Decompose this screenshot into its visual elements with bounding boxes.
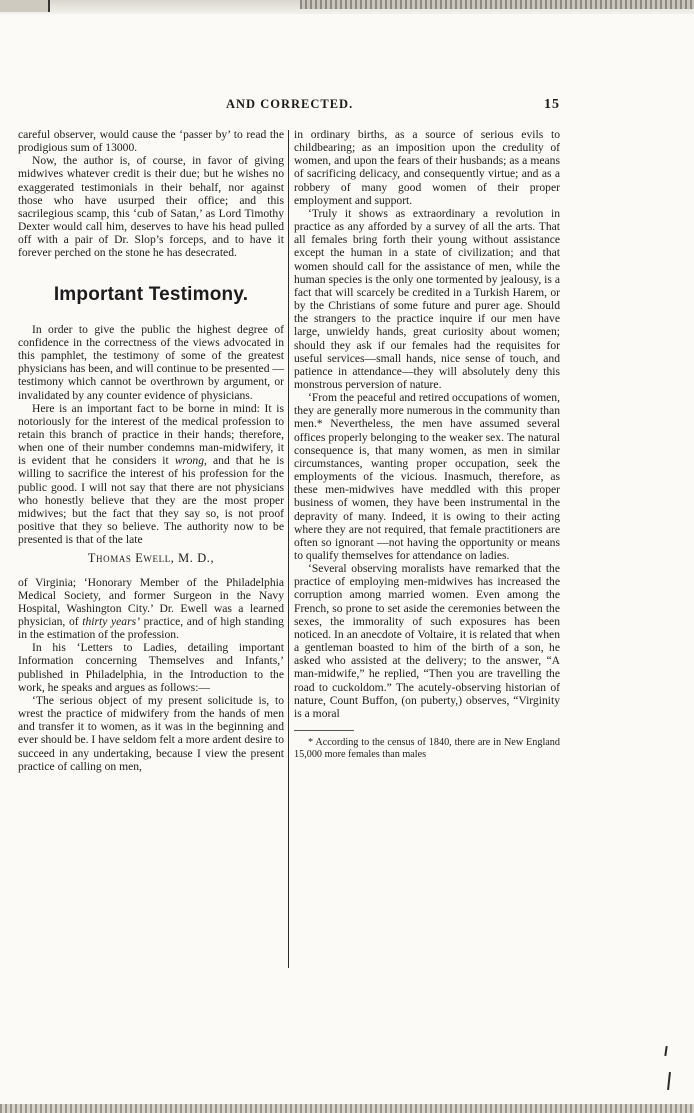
left-paragraph-7: ‘The serious object of my present solicitude is, to wrest the practice of midwifery from the hands of men and transfer it to women, as it was in the beginning and ever should be. I have seldom felt a more ardent desire to succeed in any undertaking, because I view the present practice of calling on men,	[18, 693, 284, 773]
page-number: 15	[544, 97, 560, 112]
left-paragraph-5	[18, 576, 284, 642]
right-paragraph-3: ‘From the peaceful and retired occupations of women, they are generally more numerous in the community than men.* Nevertheless, the men have assumed several offices properly belonging to the weaker sex. The natural consequence is, that many women, as men in similar circumstances, wanting proper occupation, seek the employments of the vicious. Inasmuch, therefore, as these men-midwives have meddled with this proper business of women, they have been instrumental in the depravity of many. Indeed, it is owing to their acting where they are not required, that female practitioners are often so ignorant —not having the opportunity or means to qualify themselves for attendance on ladies.	[294, 391, 560, 562]
margin-ink-marks	[662, 1046, 674, 1094]
running-head	[0, 97, 694, 113]
left-paragraph-4-part-b: , and that he is willing to sacrifice the interest of his profession for the public good. I will not say that there are not physicians who honestly believe that they are the most proper midwives; but the fact that they say so, is not proof positive that they so believe. The authority now to be presented is that of the late	[18, 454, 284, 547]
left-paragraph-5-part-b: practice, and of high standing in the estimation of the profession.	[18, 615, 284, 642]
footnote: * According to the census of 1840, there are in New England 15,000 more females than males	[294, 737, 560, 761]
author-byline: Thomas Ewell, M. D.,	[87, 551, 215, 566]
section-heading: Important Testimony.	[53, 283, 249, 305]
running-title: AND CORRECTED.	[226, 97, 354, 111]
emphasis-wrong: wrong	[174, 454, 205, 468]
left-paragraph-4	[18, 402, 284, 547]
scan-tab-mark	[0, 0, 50, 12]
ink-mark	[664, 1046, 667, 1056]
left-paragraph-5-part-a: of Virginia; ‘Honorary Member of the Philadelphia Medical Society, and former Surgeon in the Navy Hospital, Washington City.’ Dr. Ewell was a learned physician, of	[18, 575, 284, 628]
right-paragraph-2: ‘Truly it shows as extraordinary a revolution in practice as any afforded by a survey of all the arts. That all females bring forth their young without assistance except the human in a state of civilization; and that women should call for the assistance of men, while the human species is the only one tormented by jealousy, is a fact that will scarcely be credited in a Turkish Harem, or by the Christians of some future and purer age. Should the strangers to the practice inquire if our men have large, unwieldy hands, great curiosity about women; should they ask if our females had the requisites for useful services—small hands, nice sense of touch, and patience in attendance—they will absolutely deny this monstrous perversion of nature.	[294, 206, 560, 391]
column-divider	[288, 130, 289, 968]
right-column	[294, 128, 560, 761]
left-column	[18, 128, 284, 773]
right-paragraph-1: in ordinary births, as a source of serious evils to childbearing; as an imposition upon the credulity of women, and upon the fears of their husbands; as a means of sacrificing delicacy, and consequently virtue; and as a robbery of many good women of their proper employment and support.	[294, 128, 560, 207]
ink-mark	[667, 1072, 671, 1090]
right-paragraph-4: ‘Several observing moralists have remarked that the practice of employing men-midwives has increased the corruption among married women. Even among the French, so prone to set aside the ceremonies between the sexes, the immorality of such exposures has been noticed. In an anecdote of Voltaire, it is related that when a gentleman boasted to him of the birth of a son, he asked who assisted at the delivery; to the answer, “A man-midwife,” he replied, “Then you are travelling the road to cuckoldom.” The acutely-observing historian of nature, Count Buffon, (on puberty,) observes, “Virginity is a moral	[294, 562, 560, 720]
scan-top-edge	[0, 0, 694, 14]
left-paragraph-1: careful observer, would cause the ‘passer by’ to read the prodigious sum of 13000.	[18, 128, 284, 155]
left-paragraph-2: Now, the author is, of course, in favor of giving midwives whatever credit is their due; but he wishes no exaggerated testimonials in their behalf, nor against those who have usurped their office; and this sacrilegious scamp, this ‘cub of Satan,’ as Lord Timothy Dexter would call him, deserves to have his head pulled off with a pair of Dr. Slop’s forceps, and to have it forever perched on the stone he has desecrated.	[18, 154, 284, 260]
scan-bottom-edge	[0, 1104, 694, 1113]
left-paragraph-4-part-a: Here is an important fact to be borne in mind: It is notoriously for the interest of the medical profession to retain this branch of practice in their hands; therefore, when one of their number condemns man-midwifery, it is evident that he considers it	[18, 401, 284, 468]
scan-texture-band	[300, 0, 694, 9]
left-paragraph-6: In his ‘Letters to Ladies, detailing important Information concerning Themselves and Infants,’ published in Philadelphia, in the Introduction to the work, he speaks and argues as follows:—	[18, 641, 284, 694]
left-paragraph-3: In order to give the public the highest degree of confidence in the correctness of the views advocated in this pamphlet, the testimony of some of the greatest physicians has been, and will continue to be presented —testimony which cannot be overthrown by argument, or invalidated by any counter evidence of physicians.	[18, 322, 284, 402]
footnote-rule	[294, 730, 354, 731]
emphasis-thirty-years: thirty years’	[82, 615, 140, 628]
